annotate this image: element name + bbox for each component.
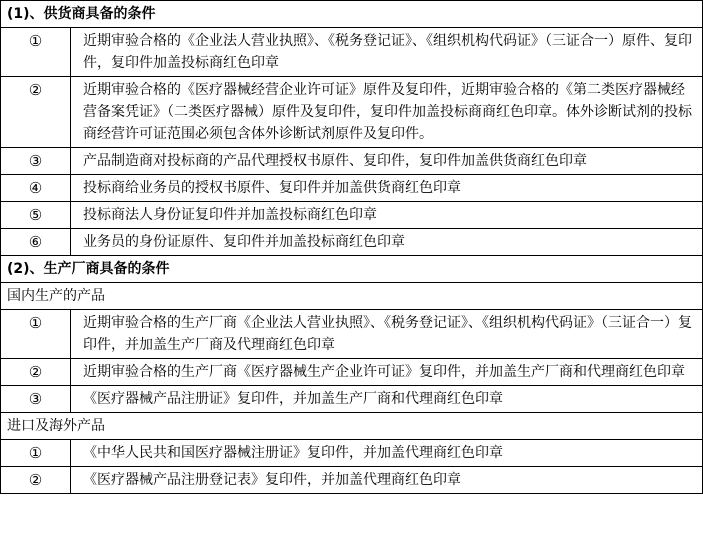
- item-number: ②: [1, 467, 71, 494]
- section2-title: (2)、生产厂商具备的条件: [1, 256, 703, 283]
- item-number: ②: [1, 77, 71, 148]
- item-text: 《中华人民共和国医疗器械注册证》复印件，并加盖代理商红色印章: [71, 440, 703, 467]
- item-text: 近期审验合格的生产厂商《医疗器械生产企业许可证》复印件，并加盖生产厂商和代理商红色印章: [71, 359, 703, 386]
- table-row: [1, 386, 703, 413]
- item-text: 投标商给业务员的授权书原件、复印件并加盖供货商红色印章: [71, 175, 703, 202]
- item-number: ③: [1, 386, 71, 413]
- item-number: ①: [1, 310, 71, 359]
- section-heading-row: [1, 1, 703, 28]
- item-number: ①: [1, 28, 71, 77]
- table-row: [1, 310, 703, 359]
- item-number: ②: [1, 359, 71, 386]
- imported-label: 进口及海外产品: [1, 413, 703, 440]
- subsection-row: [1, 413, 703, 440]
- table-row: [1, 440, 703, 467]
- item-text: 投标商法人身份证复印件并加盖投标商红色印章: [71, 202, 703, 229]
- table-row: [1, 175, 703, 202]
- section-heading-row: [1, 256, 703, 283]
- table-row: [1, 77, 703, 148]
- item-number: ①: [1, 440, 71, 467]
- section1-title: (1)、供货商具备的条件: [1, 1, 703, 28]
- item-number: ③: [1, 148, 71, 175]
- domestic-label: 国内生产的产品: [1, 283, 703, 310]
- item-text: 产品制造商对投标商的产品代理授权书原件、复印件，复印件加盖供货商红色印章: [71, 148, 703, 175]
- table-row: [1, 202, 703, 229]
- table-row: [1, 229, 703, 256]
- table-row: [1, 28, 703, 77]
- item-text: 业务员的身份证原件、复印件并加盖投标商红色印章: [71, 229, 703, 256]
- item-text: 近期审验合格的《医疗器械经营企业许可证》原件及复印件，近期审验合格的《第二类医疗器械经营备案凭证》（二类医疗器械）原件及复印件，复印件加盖投标商商红色印章。体外诊断试剂的投标商经营许可证范围必须包含体外诊断试剂原件及复印件。: [71, 77, 703, 148]
- item-text: 近期审验合格的《企业法人营业执照》、《税务登记证》、《组织机构代码证》（三证合一）原件、复印件，复印件加盖投标商红色印章: [71, 28, 703, 77]
- item-number: ④: [1, 175, 71, 202]
- item-text: 《医疗器械产品注册登记表》复印件，并加盖代理商红色印章: [71, 467, 703, 494]
- item-number: ⑤: [1, 202, 71, 229]
- item-number: ⑥: [1, 229, 71, 256]
- subsection-row: [1, 283, 703, 310]
- table-row: [1, 148, 703, 175]
- item-text: 《医疗器械产品注册证》复印件，并加盖生产厂商和代理商红色印章: [71, 386, 703, 413]
- item-text: 近期审验合格的生产厂商《企业法人营业执照》、《税务登记证》、《组织机构代码证》（三证合一）复印件，并加盖生产厂商及代理商红色印章: [71, 310, 703, 359]
- table-row: [1, 467, 703, 494]
- table-row: [1, 359, 703, 386]
